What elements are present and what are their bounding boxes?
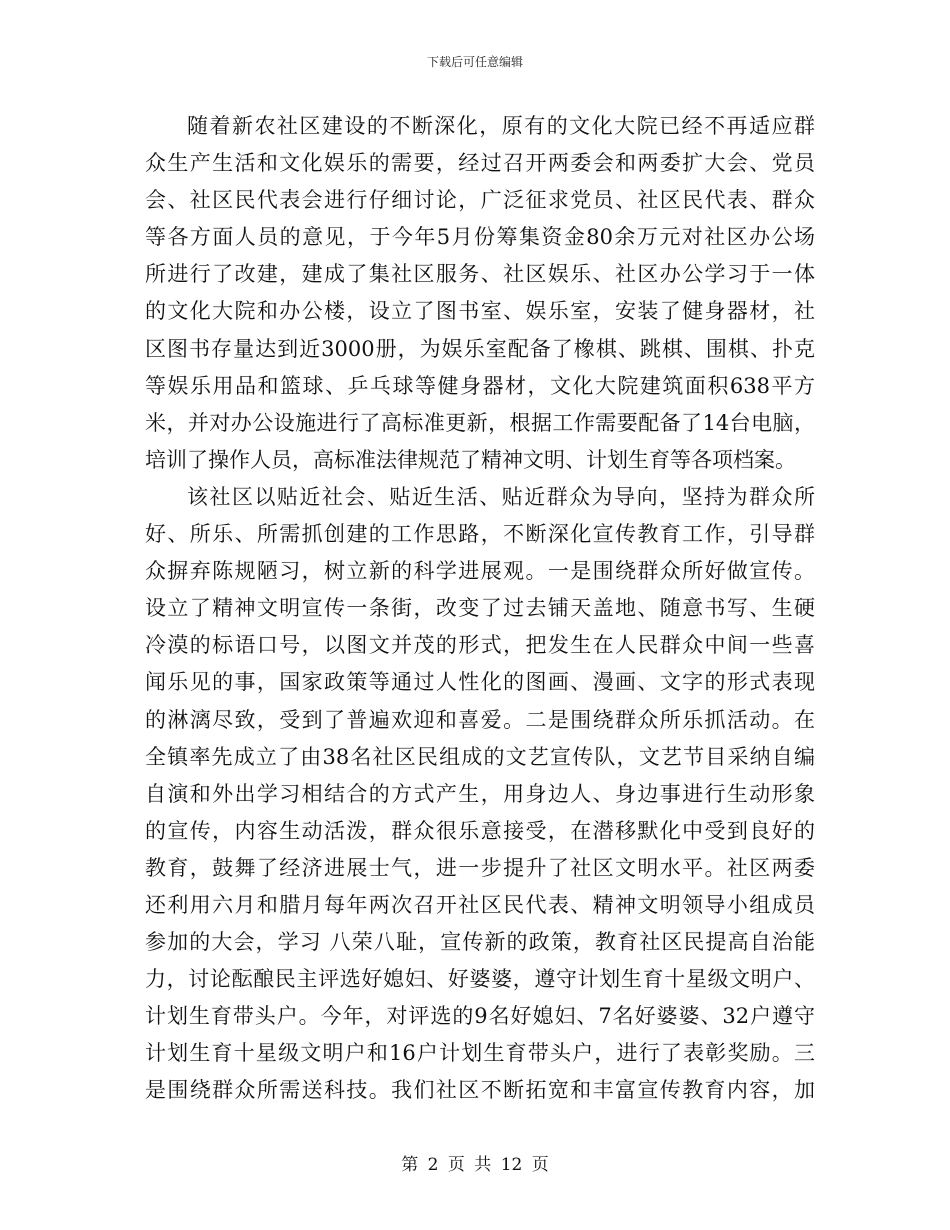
text-line: 是围绕群众所需送科技。我们社区不断拓宽和丰富宣传教育内容，加	[145, 1078, 815, 1103]
text-line: 众摒弃陈规陋习，树立新的科学进展观。一是围绕群众所好做宣传。	[145, 559, 815, 584]
text-line: 闻乐见的事，国家政策等通过人性化的图画、漫画、文字的形式表现	[145, 670, 815, 695]
text-line: 教育，鼓舞了经济进展士气，进一步提升了社区文明水平。社区两委	[145, 855, 815, 880]
text-line: 好、所乐、所需抓创建的工作思路，不断深化宣传教育工作，引导群	[145, 522, 815, 547]
text-line: 计划生育带头户。今年，对评选的9名好媳妇、7名好婆婆、32户遵守	[145, 1004, 815, 1029]
paragraph-1	[145, 108, 815, 479]
text-line: 还利用六月和腊月每年两次召开社区民代表、精神文明领导小组成员	[145, 892, 815, 917]
text-line: 等各方面人员的意见，于今年5月份筹集资金80余万元对社区办公场	[145, 225, 815, 250]
text-line: 区图书存量达到近3000册，为娱乐室配备了橡棋、跳棋、围棋、扑克	[145, 336, 815, 361]
text-line: 力，讨论酝酿民主评选好媳妇、好婆婆，遵守计划生育十星级文明户、	[145, 967, 815, 992]
text-line: 会、社区民代表会进行仔细讨论，广泛征求党员、社区民代表、群众	[145, 188, 815, 213]
text-line: 冷漠的标语口号，以图文并茂的形式，把发生在人民群众中间一些喜	[145, 633, 815, 658]
text-line: 所进行了改建，建成了集社区服务、社区娱乐、社区办公学习于一体	[145, 262, 815, 287]
text-line: 米，并对办公设施进行了高标准更新，根据工作需要配备了14台电脑，	[145, 410, 815, 435]
header-note: 下载后可任意编辑	[426, 55, 523, 69]
text-line: 设立了精神文明宣传一条街，改变了过去铺天盖地、随意书写、生硬	[145, 596, 815, 621]
text-line: 的淋漓尽致，受到了普遍欢迎和喜爱。二是围绕群众所乐抓活动。在	[145, 707, 815, 732]
text-line: 培训了操作人员，高标准法律规范了精神文明、计划生育等各项档案。	[145, 447, 796, 472]
text-line: 自演和外出学习相结合的方式产生，用身边人、身边事进行生动形象	[145, 781, 815, 806]
text-line: 等娱乐用品和篮球、乒乓球等健身器材，文化大院建筑面积638平方	[145, 373, 815, 398]
text-line: 随着新农社区建设的不断深化，原有的文化大院已经不再适应群	[187, 114, 815, 138]
text-line: 的宣传，内容生动活泼，群众很乐意接受，在潜移默化中受到良好的	[145, 818, 815, 843]
text-line: 众生产生活和文化娱乐的需要，经过召开两委会和两委扩大会、党员	[145, 151, 815, 176]
page-number-footer: 第 2 页 共 12 页	[401, 1155, 549, 1175]
text-line: 该社区以贴近社会、贴近生活、贴近群众为导向，坚持为群众所	[187, 484, 815, 509]
text-line: 参加的大会，学习 八荣八耻，宣传新的政策，教育社区民提高自治能	[145, 930, 815, 955]
text-line: 全镇率先成立了由38名社区民组成的文艺宣传队，文艺节目采纳自编	[145, 744, 815, 769]
text-line: 的文化大院和办公楼，设立了图书室、娱乐室，安装了健身器材，社	[145, 299, 815, 324]
text-line: 计划生育十星级文明户和16户计划生育带头户，进行了表彰奖励。三	[145, 1041, 815, 1066]
document-body	[145, 108, 815, 1110]
paragraph-2	[145, 479, 815, 1110]
